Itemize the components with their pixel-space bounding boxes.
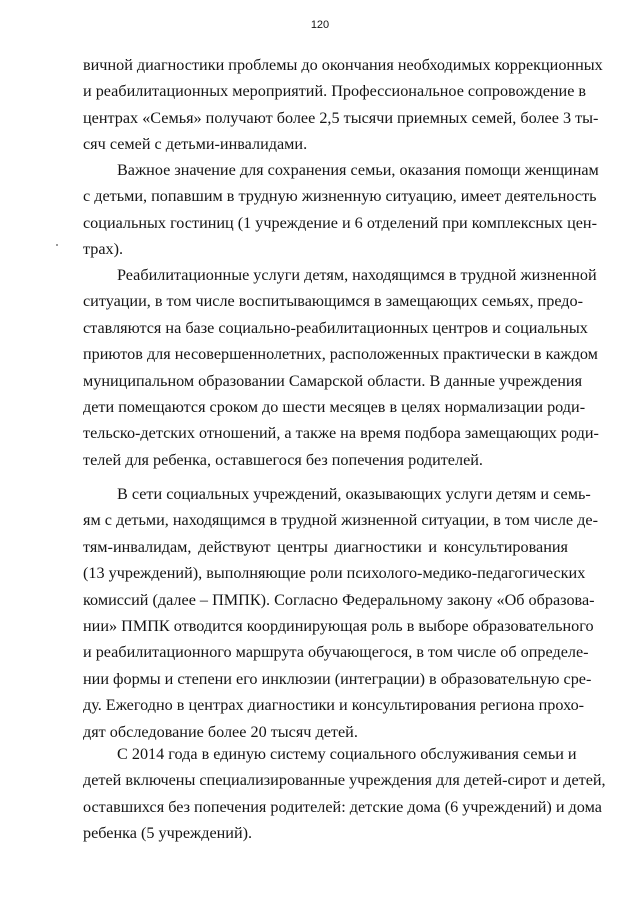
text-line: В сети социальных учреждений, оказывающих услуги детям и семь- [117,485,591,503]
text-line: тям-инвалидам, действуют центры диагностики и консультирования [83,537,568,556]
text-line: ям с детьми, находящимся в трудной жизненной ситуации, в том числе де- [83,511,598,530]
margin-mark [56,244,58,246]
text-line: ситуации, в том числе воспитывающимся в замещающих семьях, предо- [83,292,584,311]
text-line: центрах «Семья» получают более 2,5 тысячи приемных семей, более 3 ты- [83,108,599,127]
text-line: ду. Ежегодно в центрах диагностики и консультирования региона прохо- [83,696,585,715]
text-line: трах). [83,240,124,259]
text-line: и реабилитационного маршрута обучающегося, в том числе об определе- [83,643,589,662]
text-line: и реабилитационных мероприятий. Профессиональное сопровождение в [83,82,587,101]
text-line: нии формы и степени его инклюзии (интеграции) в образовательную сре- [83,669,592,688]
text-line: сяч семей с детьми-инвалидами. [83,135,308,154]
text-line: оставшихся без попечения родителей: детские дома (6 учреждений) и дома [83,797,602,816]
paragraph-1 [83,52,603,158]
text-line: дят обследование более 20 тысяч детей. [83,722,358,741]
text-line: с детьми, попавшим в трудную жизненную ситуацию, имеет деятельность [83,187,597,206]
paragraph-2 [83,157,599,263]
text-line: комиссий (далее – ПМПК). Согласно Федеральному закону «Об образова- [83,590,595,609]
page-number: 120 [310,19,330,31]
text-line: приютов для несовершеннолетних, расположенных практически в каждом [83,345,598,364]
text-line: Важное значение для сохранения семьи, оказания помощи женщинам [117,161,599,179]
text-line: вичной диагностики проблемы до окончания необходимых коррекционных [83,56,603,74]
text-line: тельско-детских отношений, а также на время подбора замещающих роди- [83,424,599,443]
paragraph-4 [83,481,598,745]
text-line: ребенка (5 учреждений). [83,824,253,843]
text-line: нии» ПМПК отводится координирующая роль в выборе образовательного [83,617,594,636]
text-line: С 2014 года в единую систему социального обслуживания семьи и [117,745,577,763]
text-line: дети помещаются сроком до шести месяцев в целях нормализации роди- [83,398,586,417]
text-line: (13 учреждений), выполняющие роли психолого-медико-педагогических [83,564,586,583]
paragraph-5 [83,741,606,847]
text-line: телей для ребенка, оставшегося без попечения родителей. [83,450,483,469]
text-line: социальных гостиниц (1 учреждение и 6 отделений при комплексных цен- [83,213,597,232]
paragraph-3 [83,262,599,473]
text-line: муниципальном образовании Самарской области. В данные учреждения [83,371,583,390]
text-line: детей включены специализированные учреждения для детей-сирот и детей, [83,771,606,790]
text-line: ставляются на базе социально-реабилитационных центров и социальных [83,318,588,337]
text-line: Реабилитационные услуги детям, находящимся в трудной жизненной [117,266,597,284]
